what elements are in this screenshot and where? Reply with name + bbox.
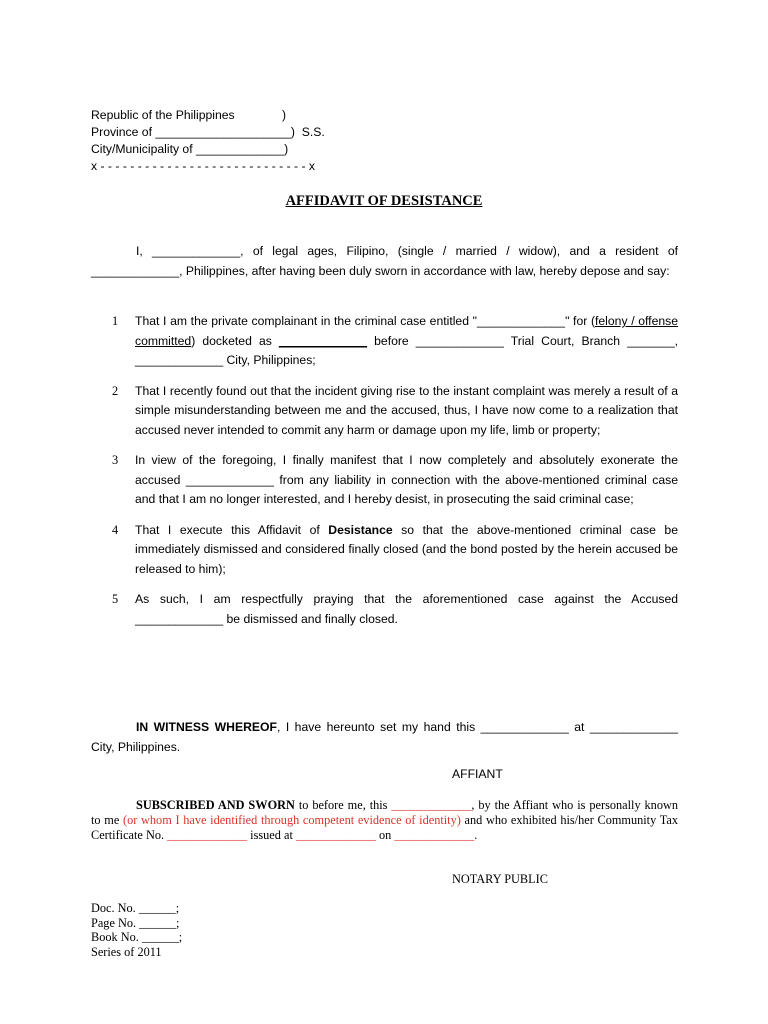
doc-number: Doc. No. ______; (91, 901, 180, 915)
jurat-text: issued at (247, 828, 296, 842)
notary-public-label: NOTARY PUBLIC (452, 872, 548, 886)
intro-paragraph: I, _____________, of legal ages, Filipino, (single / married / widow), and a resident of _____________, Philippines, after having been duly sworn in accordance with law, hereby depose and say: (91, 244, 678, 278)
book-number: Book No. ______; (91, 930, 183, 944)
document-title: AFFIDAVIT OF DESISTANCE (285, 193, 483, 209)
statement-text: As such, I am respectfully praying that the aforementioned case against the Accused _____________ be dismissed and finally closed. (135, 592, 678, 626)
jurat-text: and who exhibited his/her Community Tax Certificate No. (91, 813, 678, 842)
statement-text-part: ) docketed as (191, 333, 279, 348)
venue-republic: Republic of the Philippines ) (91, 108, 287, 122)
desistance-bold: Desistance (328, 522, 393, 537)
statement-text: That I recently found out that the incident giving rise to the instant complaint was merely a result of a simple misunderstanding between me and the accused, thus, I have now come to a realization that accused never intended to commit any harm or damage upon my life, limb or property; (135, 383, 678, 437)
jurat-bold: SUBSCRIBED AND SWORN (136, 798, 295, 812)
statement-text-part: so that the above-mentioned criminal case be immediately dismissed and considered finally closed (and the bond posted by the herein accused be released to him); (135, 522, 678, 576)
issued-on-blank: _____________ (394, 828, 475, 842)
jurat-text: on (375, 828, 395, 842)
statement-item (91, 451, 678, 510)
statement-number: 1 (112, 314, 119, 328)
statement-text: In view of the foregoing, I finally manifest that I now completely and absolutely exonerate the accused _____________ from any liability in connection with the above-mentioned criminal case and that I am no longer interested, and I hereby desist, in prosecuting the said criminal case; (135, 453, 678, 506)
witness-bold: IN WITNESS WHEREOF (136, 720, 277, 734)
venue-divider: x - - - - - - - - - - - - - - - - - - - - - - - - - - - - x (91, 159, 316, 173)
affiant-label: AFFIANT (452, 767, 503, 781)
statement-text (135, 521, 678, 580)
jurat-date-blank: _____________ (391, 798, 472, 812)
jurat-text: to before me, this (294, 798, 392, 812)
jurat-text: . (474, 828, 478, 842)
statement-number: 5 (112, 592, 119, 606)
witness-paragraph (91, 717, 678, 757)
issued-at-blank: _____________ (295, 828, 376, 842)
witness-text: , I have hereunto set my hand this _____________ at _____________ City, Philippines. (91, 720, 678, 754)
statement-number: 3 (112, 453, 119, 467)
page-number: Page No. ______; (91, 915, 180, 930)
statement-text (135, 312, 678, 371)
series-year: Series of 2011 (91, 944, 162, 959)
statement-text-part: That I execute this Affidavit of (135, 522, 329, 537)
venue-city: City/Municipality of _____________) (91, 142, 289, 156)
jurat-paragraph (91, 798, 678, 843)
identity-note: (or whom I have identified through competent evidence of identity) (122, 813, 461, 827)
statement-text-part: before _____________ Trial Court, Branch _______, _____________ City, Philippines; (135, 333, 678, 367)
notarial-register (91, 901, 182, 959)
statement-number: 4 (112, 522, 119, 537)
statement-item (91, 312, 678, 371)
statement-number: 2 (112, 383, 119, 398)
venue-header (91, 107, 325, 175)
ctc-number-blank: _____________ (167, 828, 248, 842)
statement-item (91, 521, 678, 580)
docket-blank: _____________ (278, 333, 368, 348)
statement-item (91, 382, 678, 441)
venue-province: Province of ____________________) S.S. (91, 125, 325, 139)
numbered-statements (91, 312, 678, 640)
jurat-text: , by the Affiant who is personally known to me (91, 798, 678, 827)
statement-item (91, 590, 678, 629)
statement-text-part: That I am the private complainant in the criminal case entitled "_____________" for ( (135, 314, 596, 328)
offense-placeholder: felony / offense committed (135, 314, 678, 348)
